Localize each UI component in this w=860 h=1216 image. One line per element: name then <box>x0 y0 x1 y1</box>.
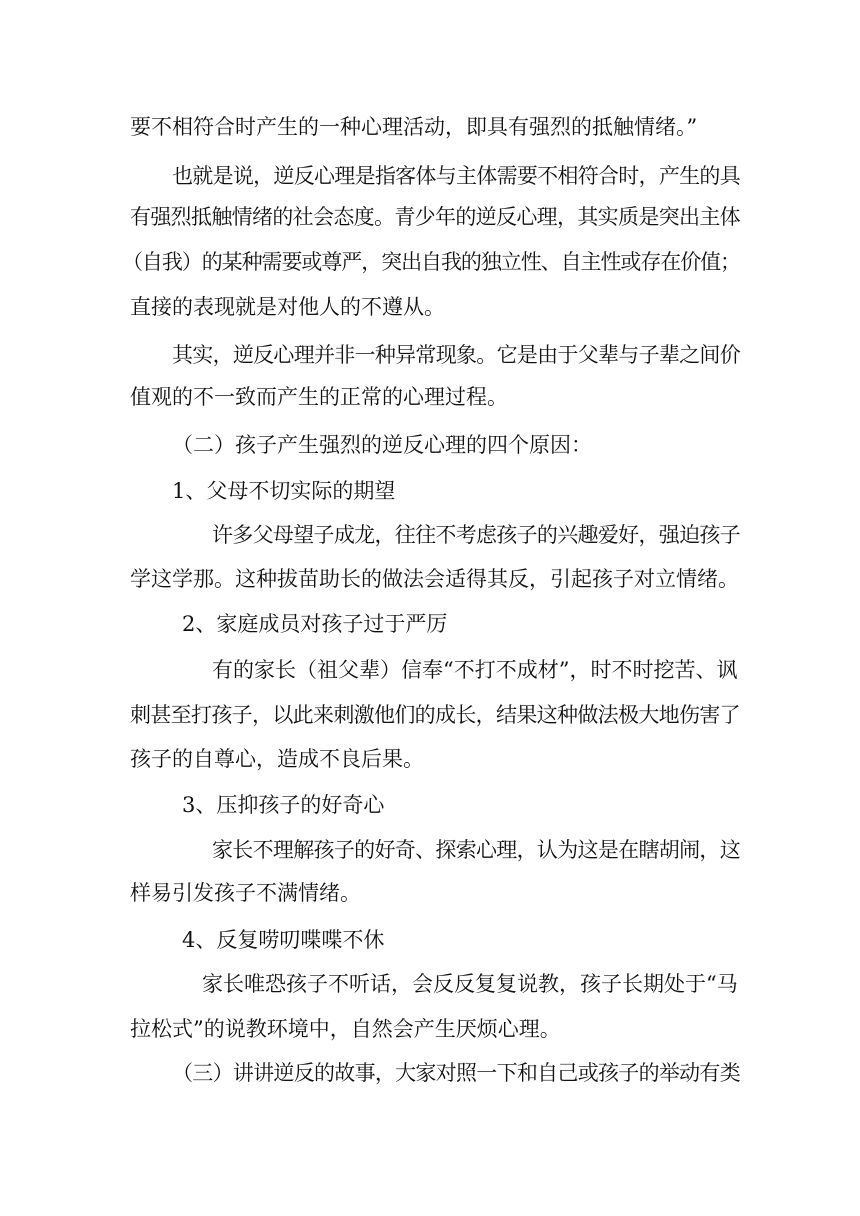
paragraph-line: 有强烈抵触情绪的社会态度。青少年的逆反心理，其实质是突出主体 <box>130 205 740 229</box>
paragraph-line: 直接的表现就是对他人的不遵从。 <box>130 295 445 319</box>
paragraph-line: 家长唯恐孩子不听话，会反反复复说教，孩子长期处于“马 <box>202 972 738 996</box>
paragraph-line: 要不相符合时产生的一种心理活动，即具有强烈的抵触情绪。” <box>130 115 698 139</box>
section-heading: （二）孩子产生强烈的逆反心理的四个原因： <box>172 433 592 457</box>
paragraph-line: 学这学那。这种拔苗助长的做法会适得其反，引起孩子对立情绪。 <box>130 567 739 591</box>
paragraph-line: 其实，逆反心理并非一种异常现象。它是由于父辈与子辈之间价 <box>172 343 740 367</box>
paragraph-line: 许多父母望子成龙，往往不考虑孩子的兴趣爱好，强迫孩子 <box>212 523 740 547</box>
paragraph-line: 有的家长（祖父辈）信奉“不打不成材”，时不时挖苦、讽 <box>212 658 738 682</box>
section-heading: （三）讲讲逆反的故事，大家对照一下和自己或孩子的举动有类 <box>172 1061 740 1085</box>
list-heading: 2、家庭成员对孩子过于严厉 <box>182 612 448 636</box>
paragraph-line: 拉松式”的说教环境中，自然会产生厌烦心理。 <box>130 1017 561 1041</box>
paragraph-line: 样易引发孩子不满情绪。 <box>130 881 361 905</box>
paragraph-line: 值观的不一致而产生的正常的心理过程。 <box>130 385 508 409</box>
list-heading: 1、父母不切实际的期望 <box>172 479 396 503</box>
paragraph-line: 孩子的自尊心，造成不良后果。 <box>130 747 424 771</box>
list-heading: 4、反复唠叨喋喋不休 <box>182 928 385 952</box>
paragraph-line: 家长不理解孩子的好奇、探索心理，认为这是在瞎胡闹，这 <box>212 838 740 862</box>
paragraph-line: 也就是说，逆反心理是指客体与主体需要不相符合时，产生的具 <box>172 164 740 188</box>
list-heading: 3、压抑孩子的好奇心 <box>182 793 385 817</box>
paragraph-line: 刺甚至打孩子，以此来刺激他们的成长，结果这种做法极大地伤害了 <box>130 703 740 727</box>
paragraph-line: （自我）的某种需要或尊严，突出自我的独立性、自主性或存在价值； <box>122 250 740 274</box>
